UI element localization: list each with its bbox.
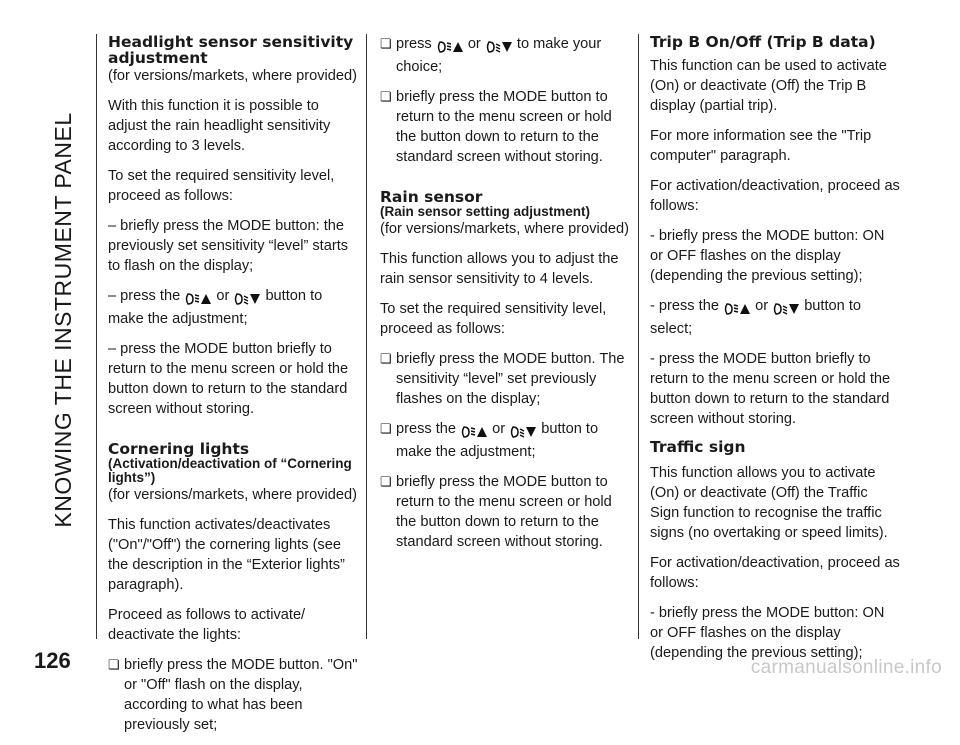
triangle-down-icon	[788, 303, 800, 315]
text-fragment: – press the	[108, 288, 181, 304]
triangle-up-icon	[476, 426, 488, 438]
paragraph: - briefly press the MODE button: ON or OFF flashes on the display (depending the previous setting);	[650, 605, 885, 661]
text-fragment: button to make the adjustment;	[396, 421, 599, 460]
column-2	[380, 34, 630, 562]
text-fragment: press the	[396, 421, 457, 437]
triangle-up-icon	[452, 41, 464, 53]
bullet-item: ❏ briefly press the MODE button to return to the menu screen or hold the button down to return to the standard screen without storing.	[380, 472, 630, 552]
paragraph	[650, 296, 900, 339]
paragraph: - briefly press the MODE button: ON or OFF flashes on the display (depending the previous setting);	[650, 228, 885, 284]
triangle-up-icon	[200, 293, 212, 305]
paragraph: For activation/deactivation, proceed as follows:	[650, 555, 900, 591]
light-beam-icon	[460, 424, 476, 440]
up-button-icons	[723, 299, 751, 319]
text-fragment: or	[216, 288, 230, 304]
text-fragment: button to make the adjustment;	[108, 288, 323, 327]
text-fragment: or	[492, 421, 506, 437]
watermark: carmanualsonline.info	[750, 657, 942, 678]
triangle-up-icon	[739, 303, 751, 315]
section-subtitle: (for versions/markets, where provided)	[108, 68, 357, 84]
paragraph: This function allows you to adjust the rain sensor sensitivity to 4 levels.	[380, 251, 619, 287]
bullet-item: ❏ briefly press the MODE button to return to the menu screen or hold the button down to return to the standard screen without storing.	[380, 87, 630, 167]
text-fragment: to make your choice;	[396, 36, 602, 75]
down-button-icons	[485, 37, 513, 57]
section-subheading: (Activation/deactivation of “Cornering lights”)	[108, 456, 352, 485]
triangle-down-icon	[501, 41, 513, 53]
paragraph: With this function it is possible to adjust the rain headlight sensitivity according to 3 levels.	[108, 98, 331, 154]
paragraph: For more information see the "Trip computer" paragraph.	[650, 128, 872, 164]
up-button-icons	[184, 289, 212, 309]
text-fragment: or	[467, 36, 481, 52]
bullet-item	[380, 419, 630, 462]
light-beam-icon	[772, 301, 788, 317]
paragraph: To set the required sensitivity level, proceed as follows:	[108, 168, 335, 204]
paragraph: This function activates/deactivates ("On"/"Off") the cornering lights (see the description in the “Exterior lights” paragraph).	[108, 517, 345, 593]
bullet-item: ❏ briefly press the MODE button. The sensitivity “level” set previously flashes on the display;	[380, 349, 630, 409]
section-heading: Cornering lights	[108, 440, 250, 458]
column-divider	[638, 34, 639, 639]
paragraph: This function can be used to activate (On) or deactivate (Off) the Trip B display (partial trip).	[650, 58, 887, 114]
text-fragment: press	[396, 36, 432, 52]
text-fragment: or	[755, 298, 769, 314]
light-beam-icon	[723, 301, 739, 317]
bullet-item: ❏ briefly press the MODE button. "On" or "Off" flash on the display, according to what has been previously set;	[108, 655, 358, 735]
column-3	[650, 34, 900, 673]
paragraph: To set the required sensitivity level, proceed as follows:	[380, 301, 607, 337]
paragraph: Proceed as follows to activate/ deactivate the lights:	[108, 607, 306, 643]
paragraph: - press the MODE button briefly to return to the menu screen or hold the button down to return to the standard screen without storing.	[650, 351, 891, 427]
margin-divider	[96, 34, 97, 639]
column-1	[108, 34, 358, 745]
triangle-down-icon	[249, 293, 261, 305]
paragraph: For activation/deactivation, proceed as follows:	[650, 178, 900, 214]
up-button-icons	[436, 37, 464, 57]
section-heading: Trip B On/Off (Trip B data)	[650, 33, 876, 51]
text-fragment: - press the	[650, 298, 719, 314]
section-heading: Traffic sign	[650, 438, 746, 456]
section-subtitle: (for versions/markets, where provided)	[108, 487, 357, 503]
down-button-icons	[772, 299, 800, 319]
down-button-icons	[509, 422, 537, 442]
light-beam-icon	[509, 424, 525, 440]
paragraph: – briefly press the MODE button: the previously set sensitivity “level” starts to flash on the display;	[108, 218, 349, 274]
bullet-item	[380, 34, 630, 77]
light-beam-icon	[184, 291, 200, 307]
section-heading: Headlight sensor sensitivity adjustment	[108, 33, 354, 67]
paragraph: This function allows you to activate (On) or deactivate (Off) the Traffic Sign function to recognise the traffic signs (no overtaking or speed limits).	[650, 465, 888, 541]
down-button-icons	[233, 289, 261, 309]
column-divider	[366, 34, 367, 639]
light-beam-icon	[233, 291, 249, 307]
text-fragment: button to select;	[650, 298, 861, 337]
paragraph: – press the MODE button briefly to return to the menu screen or hold the button down to return to the standard screen without storing.	[108, 341, 349, 417]
triangle-down-icon	[525, 426, 537, 438]
page-number: 126	[34, 648, 71, 673]
paragraph	[108, 286, 358, 329]
light-beam-icon	[485, 39, 501, 55]
section-heading: Rain sensor	[380, 188, 483, 206]
up-button-icons	[460, 422, 488, 442]
section-subheading: (Rain sensor setting adjustment)	[380, 204, 591, 219]
light-beam-icon	[436, 39, 452, 55]
side-title: KNOWING THE INSTRUMENT PANEL	[50, 112, 76, 528]
section-subtitle: (for versions/markets, where provided)	[380, 221, 629, 237]
